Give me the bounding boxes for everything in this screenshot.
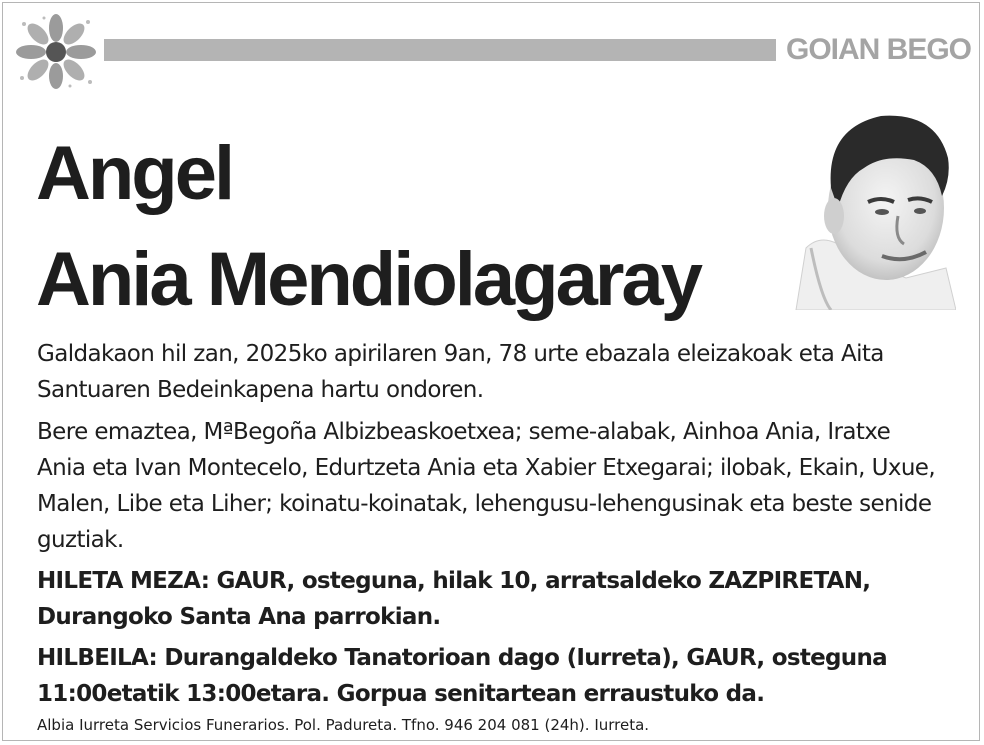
family-text: Bere emaztea, MªBegoña Albizbeaskoetxea; seme-alabak, Ainhoa Ania, Iratxe Ania eta Ivan Montecelo, Edurtzeta Ania eta Xabier Etxegarai; ilobak, Ekain, Uxue, Malen, Libe eta Liher; koinatu-koinatak, lehengusu-lehengusinak eta beste senide guztiak. (37, 419, 936, 553)
death-notice-text: Galdakaon hil zan, 2025ko apirilaren 9an, 78 urte ebazala eleizakoak eta Aita Santuaren Bedeinkapena hartu ondoren. (37, 341, 884, 403)
deceased-surnames: Ania Mendiolagaray (36, 237, 700, 322)
funeral-home-footer: Albia Iurreta Servicios Funerarios. Pol. Padureta. Tfno. 946 204 081 (24h). Iurreta. (37, 716, 650, 734)
header-bar (104, 39, 776, 61)
funeral-mass-text: HILETA MEZA: GAUR, osteguna, hilak 10, arratsaldeko ZAZPIRETAN, Durangoko Santa Ana parrokian. (37, 568, 871, 630)
flower-ornament-icon (14, 12, 98, 90)
portrait-photo (786, 98, 956, 310)
brand-label: GOIAN BEGO (786, 33, 972, 66)
wake-text: HILBEILA: Durangaldeko Tanatorioan dago (Iurreta), GAUR, osteguna 11:00etatik 13:00etara. Gorpua senitartean erraustuko da. (37, 645, 887, 707)
deceased-first-name: Angel (36, 131, 233, 216)
